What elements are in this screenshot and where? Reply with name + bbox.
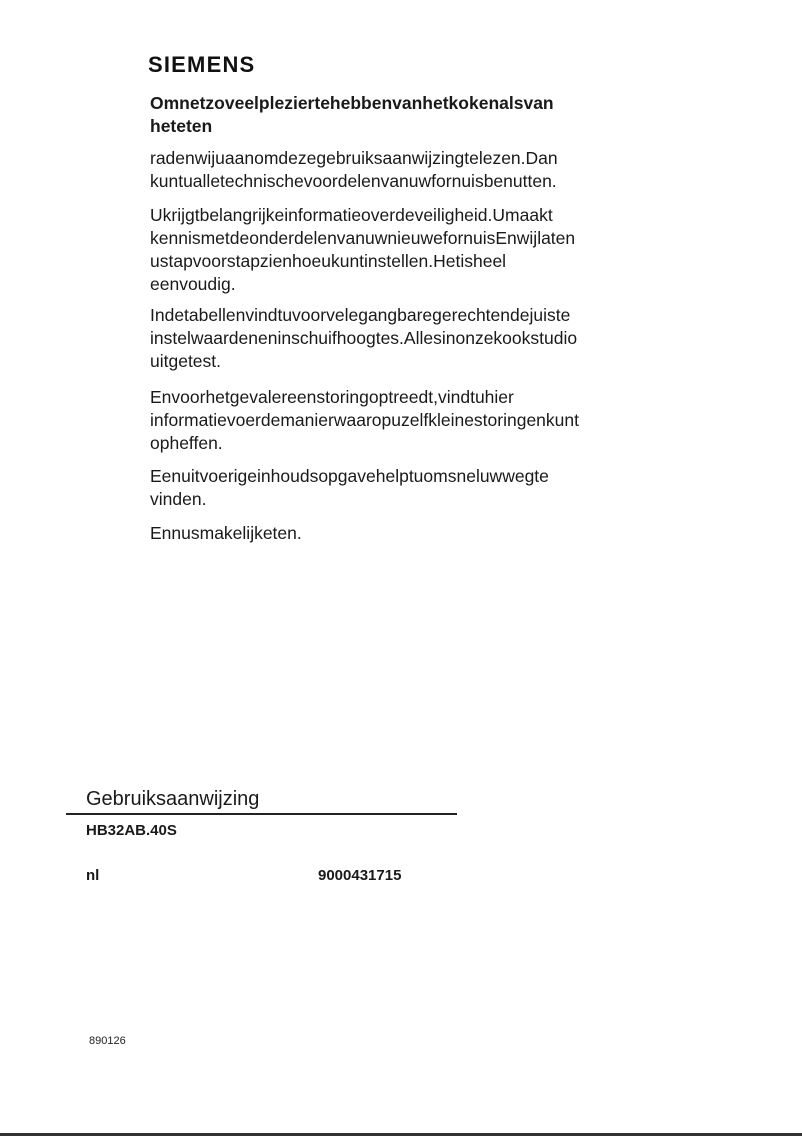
paragraph-3 [150,304,577,373]
print-code: 890126 [89,1035,126,1047]
paragraph-1 [150,147,558,193]
paragraph-6 [150,522,302,545]
text-line: kuntualletechnischevoordelenvanuwfornuisbenutten. [150,171,557,191]
paragraph-2 [150,204,575,296]
text-line: eenvoudig. [150,274,236,294]
document-number: 9000431715 [318,867,402,884]
text-line: radenwijuaanomdezegebruiksaanwijzingtelezen.Dan [150,148,558,168]
text-line: vinden. [150,489,207,509]
text-line: instelwaardeneninschuifhoogtes.Allesinonzekookstudio [150,328,578,348]
text-line: Indetabellenvindtuvoorvelegangbaregerechtendejuiste [150,305,571,325]
intro-heading [150,92,554,138]
paragraph-5 [150,465,549,511]
text-line: opheffen. [150,433,223,453]
text-line: Eenuitvoerigeinhoudsopgavehelptuomsneluwwegte [150,466,549,486]
heading-line: Omnetzoveelpleziertehebbenvanhetkokenalsvan [150,93,554,113]
text-line: Ukrijgtbelangrijkeinformatieoverdeveiligheid.Umaakt [150,205,553,225]
language-code: nl [86,867,100,884]
text-line: uitgetest. [150,351,222,371]
title-divider [66,813,457,815]
manual-title: Gebruiksaanwijzing [86,788,260,810]
heading-line: heteten [150,116,213,136]
model-number: HB32AB.40S [86,822,177,839]
text-line: informatievoerdemanierwaaropuzelfkleinestoringenkunt [150,410,579,430]
text-line: Ennusmakelijketen. [150,523,302,543]
siemens-logo: SIEMENS [148,52,256,77]
text-line: Envoorhetgevalereenstoringoptreedt,vindtuhier [150,387,514,407]
text-line: kennismetdeonderdelenvanuwnieuwefornuisEnwijlaten [150,228,576,248]
text-line: ustapvoorstapzienhoeukuntinstellen.Hetisheel [150,251,507,271]
paragraph-4 [150,386,579,455]
